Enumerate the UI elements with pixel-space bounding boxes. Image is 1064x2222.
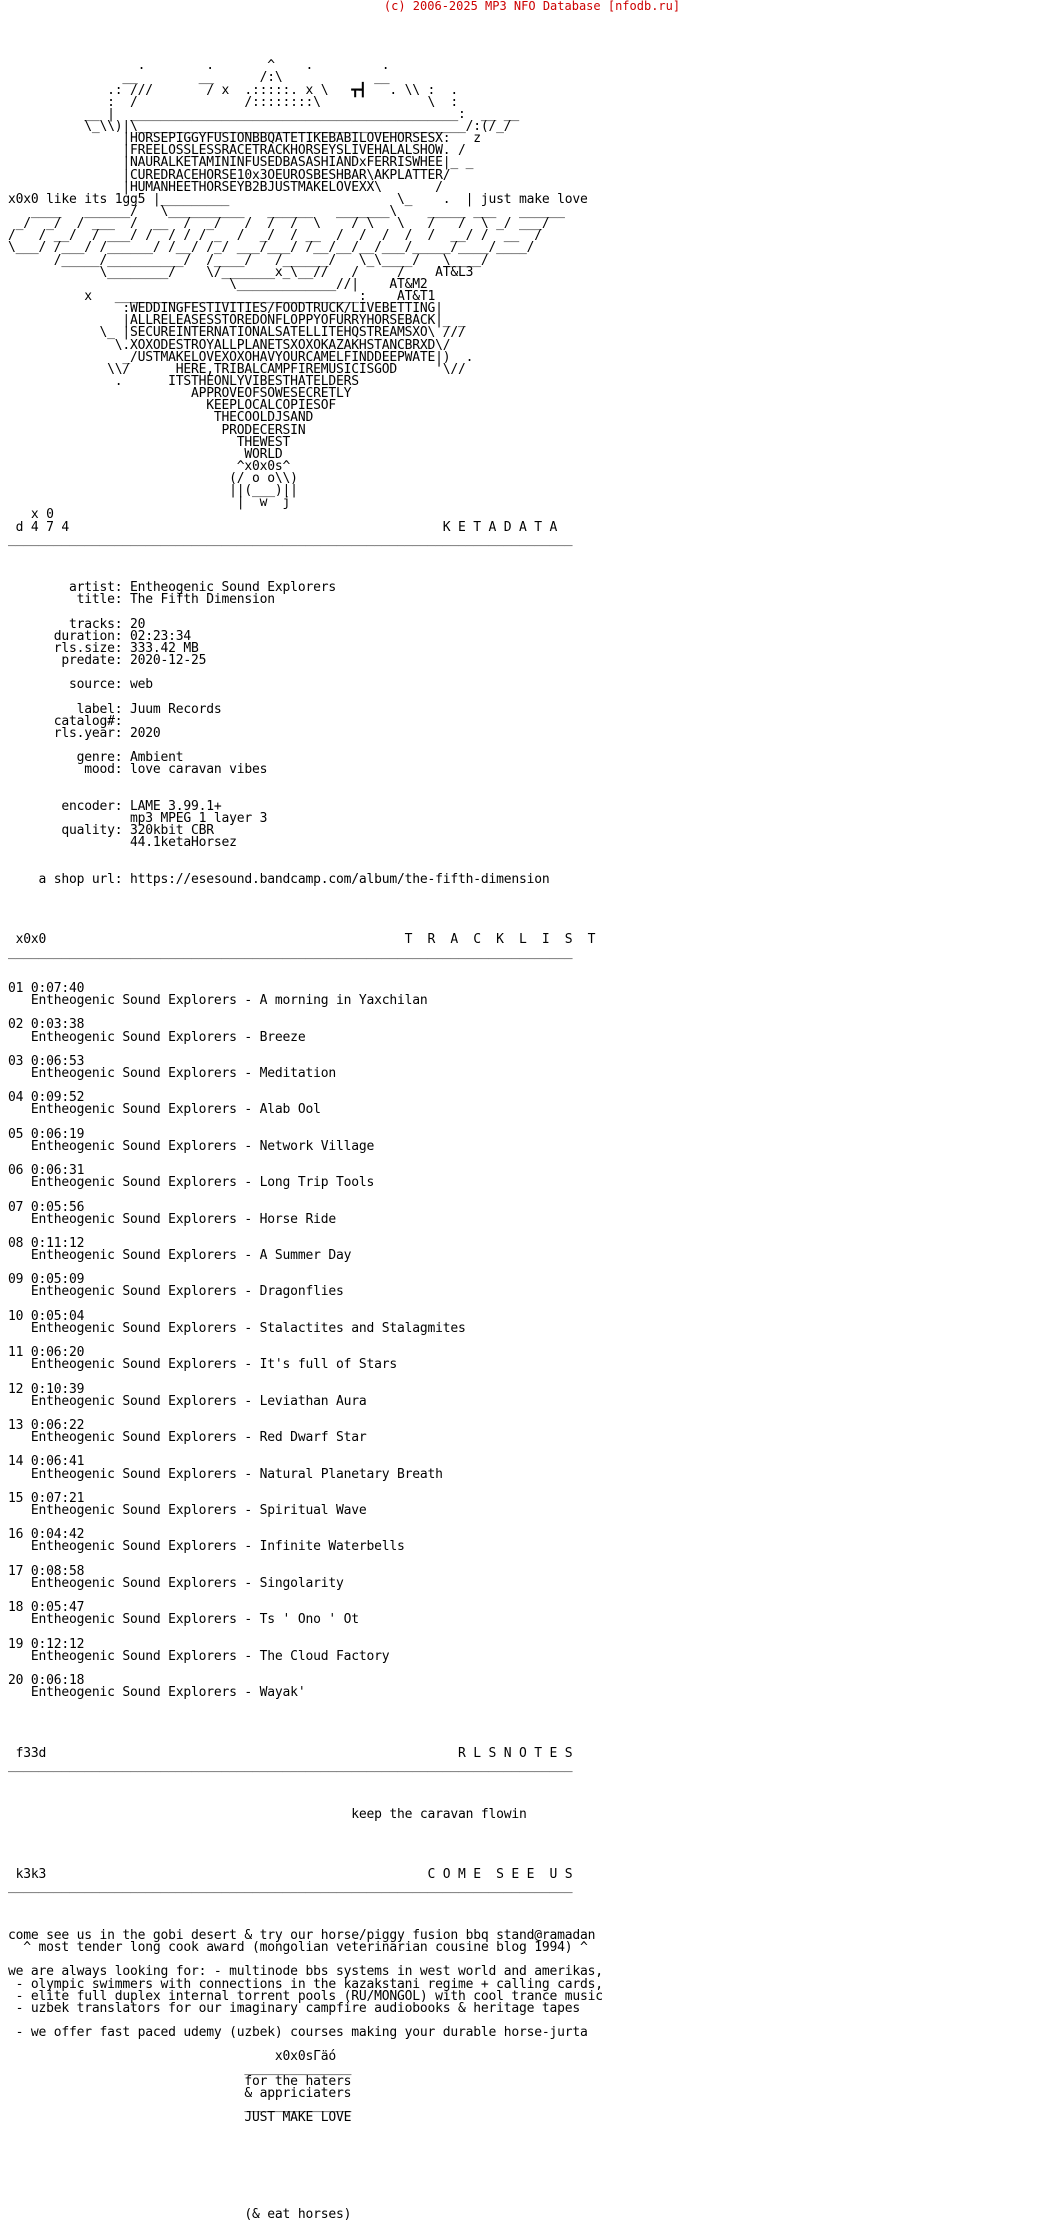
- nfo-line: __________________________________________________________________________: [8, 1879, 573, 1895]
- nfo-line: THECOOLDJSAND: [8, 410, 314, 426]
- nfo-line: / / __/ / ___/ / / / / _ / _/ / __ / / / / / __/ / __ /: [8, 228, 542, 244]
- nfo-line: predate: 2020-12-25: [8, 653, 207, 669]
- nfo-line: 09 0:05:09: [8, 1272, 85, 1288]
- nfo-line: tracks: 20: [8, 616, 146, 632]
- nfo-line: \_ |SECUREINTERNATIONALSATELLITEHQSTREAMSXO\ ///: [8, 325, 466, 341]
- nfodb-copyright-header: (c) 2006-2025 MP3 NFO Database [nfodb.ru]: [383, 0, 681, 13]
- nfo-line: 17 0:08:58: [8, 1563, 85, 1579]
- nfo-line: ______________: [8, 2061, 352, 2077]
- nfo-line: Entheogenic Sound Explorers - Red Dwarf Star: [8, 1430, 367, 1446]
- nfo-line: come see us in the gobi desert & try our horse/piggy fusion bbq stand@ramadan: [8, 1927, 596, 1943]
- nfo-line: a shop url: https://esesound.bandcamp.com/album/the-fifth-dimension: [8, 871, 550, 887]
- nfo-line: mood: love caravan vibes: [8, 762, 268, 778]
- nfo-line: - olympic swimmers with connections in the kazakstani regime + calling cards,: [8, 1976, 603, 1992]
- nfo-line: d 4 7 4 K E T A D A T A: [8, 519, 558, 535]
- nfo-line: PRODECERSIN: [8, 422, 306, 438]
- nfo-line: __ | ___________________________________________: __ __: [8, 106, 519, 122]
- nfo-line: - elite full duplex internal torrent pools (RU/MONGOL) with cool trance music: [8, 1988, 603, 2004]
- nfo-line: APPROVEOFSOWESECRETLY: [8, 386, 352, 402]
- nfo-line: ______________: [8, 2097, 352, 2113]
- nfo-line: rls.year: 2020: [8, 726, 161, 742]
- nfo-line: |HORSEPIGGYFUSIONBBQATETIKEBABILOVEHORSESX: z: [8, 131, 481, 147]
- nfo-line: 05 0:06:19: [8, 1126, 85, 1142]
- nfo-line: __________________________________________________________________________: [8, 944, 573, 960]
- nfo-line: Entheogenic Sound Explorers - Breeze: [8, 1029, 306, 1045]
- nfo-line: Entheogenic Sound Explorers - Meditation: [8, 1065, 336, 1081]
- nfo-line: Entheogenic Sound Explorers - Network Village: [8, 1138, 375, 1154]
- nfo-line: & appriciaters: [8, 2085, 352, 2101]
- nfo-line: |ALLRELEASESSTOREDONFLOPPYOFURRYHORSEBACK|_ _: [8, 313, 466, 329]
- nfo-line: \________/ \/_______x_\__// / / AT&L3: [8, 264, 474, 280]
- nfo-line: Entheogenic Sound Explorers - Wayak': [8, 1685, 306, 1701]
- nfo-line: title: The Fifth Dimension: [8, 592, 275, 608]
- nfo-line: source: web: [8, 677, 153, 693]
- nfo-line: |FREELOSSLESSRACETRACKHORSEYSLIVEHALALSHOW. /: [8, 143, 466, 159]
- nfo-line: 04 0:09:52: [8, 1090, 85, 1106]
- nfo-line: x0x0 like its 1gg5 |_________ \_ . | just make love: [8, 191, 588, 207]
- nfo-line: Entheogenic Sound Explorers - Natural Planetary Breath: [8, 1466, 443, 1482]
- nfo-line: we are always looking for: - multinode bbs systems in west world and amerikas,: [8, 1964, 603, 1980]
- nfo-line: - we offer fast paced udemy (uzbek) courses making your durable horse-jurta: [8, 2025, 588, 2041]
- nfo-line: x ________________________________: AT&T1: [8, 288, 436, 304]
- nfo-line: __________________________________________________________________________: [8, 531, 573, 547]
- nfo-line: rls.size: 333.42 MB: [8, 641, 199, 657]
- nfo-line: 18 0:05:47: [8, 1600, 85, 1616]
- nfo-line: \___/ /___/ /______/ /__/ /_/ ___/___/ /__/__/__/___/_____/____/____/: [8, 240, 535, 256]
- nfo-line: Entheogenic Sound Explorers - Dragonflies: [8, 1284, 344, 1300]
- nfo-line: | w j: [8, 495, 291, 511]
- nfo-line: . ITSTHEONLYVIBESTHATELDERS: [8, 373, 359, 389]
- nfo-line: Entheogenic Sound Explorers - Alab Ool: [8, 1102, 321, 1118]
- nfo-line: THEWEST: [8, 434, 291, 450]
- nfo-line: ____ ______/ \__________ ______ _______\ _____ ___ ______: [8, 203, 565, 219]
- nfo-line: 03 0:06:53: [8, 1053, 85, 1069]
- nfo-line: 07 0:05:56: [8, 1199, 85, 1215]
- nfo-line: Entheogenic Sound Explorers - Spiritual Wave: [8, 1503, 367, 1519]
- nfo-line: 44.1ketaHorsez: [8, 835, 237, 851]
- nfo-line: /_____/__________/ /____/ /______/ \_\____/ \____/: [8, 252, 489, 268]
- nfo-line: ^x0x0s^: [8, 458, 291, 474]
- nfo-line: Entheogenic Sound Explorers - Long Trip Tools: [8, 1175, 375, 1191]
- nfo-line: WORLD: [8, 446, 283, 462]
- nfo-line: Entheogenic Sound Explorers - Infinite Waterbells: [8, 1539, 405, 1555]
- nfo-line: - uzbek translators for our imaginary campfire audiobooks & heritage tapes: [8, 2000, 580, 2016]
- nfo-line: 12 0:10:39: [8, 1381, 85, 1397]
- nfo-line: encoder: LAME 3.99.1+: [8, 798, 222, 814]
- nfo-line: 01 0:07:40: [8, 980, 85, 996]
- nfo-line: 11 0:06:20: [8, 1345, 85, 1361]
- nfo-line: 02 0:03:38: [8, 1017, 85, 1033]
- nfo-line: x0x0sГäó: [8, 2049, 336, 2065]
- nfo-line: |CUREDRACEHORSE10x3OEUROSBESHBAR\AKPLATTER/: [8, 167, 451, 183]
- nfo-line: __________________________________________________________________________: [8, 1757, 573, 1773]
- nfo-line: x 0: [8, 507, 54, 523]
- nfo-line: Entheogenic Sound Explorers - Singolarity: [8, 1575, 344, 1591]
- nfo-line: x0x0 T R A C K L I S T: [8, 932, 596, 948]
- nfo-line: _/ _/ / ___ / __ / _/ / / / \ / \ \ / / \ _/ ___/: [8, 216, 550, 232]
- nfo-line: keep the caravan flowin: [8, 1806, 527, 1822]
- nfo-line: \_____________//| AT&M2: [8, 276, 428, 292]
- nfo-line: Entheogenic Sound Explorers - A morning in Yaxchilan: [8, 993, 428, 1009]
- nfo-line: 14 0:06:41: [8, 1454, 85, 1470]
- nfo-line: (/ o o\\): [8, 471, 298, 487]
- nfo-line: k3k3 C O M E S E E U S: [8, 1867, 573, 1883]
- nfo-line: (& eat horses): [8, 2207, 352, 2222]
- nfo-line: \.XOXODESTROYALLPLANETSXOXOKAZAKHSTANCBRXD\/: [8, 337, 451, 353]
- nfo-line: 20 0:06:18: [8, 1672, 85, 1688]
- nfo-text: [8, 36, 603, 2221]
- nfo-line: Entheogenic Sound Explorers - Ts ' Ono ' Ot: [8, 1612, 359, 1628]
- nfo-line: \_\\)|\___________________________________________/:(/_/: [8, 118, 512, 134]
- nfo-line: genre: Ambient: [8, 750, 184, 766]
- nfo-line: 10 0:05:04: [8, 1308, 85, 1324]
- nfo-line: . . ^ . .: [8, 58, 390, 74]
- nfo-line: .: /// / x .:::::. x \ ┳┫ . \\ : .: [8, 82, 458, 98]
- nfo-line: |NAURALKETAMININFUSEDBASASHIANDxFERRISWHEE|_ _: [8, 155, 474, 171]
- nfo-line: duration: 02:23:34: [8, 628, 192, 644]
- nfo-line: mp3 MPEG 1 layer 3: [8, 811, 268, 826]
- nfo-line: 13 0:06:22: [8, 1418, 85, 1434]
- nfo-line: for the haters: [8, 2073, 352, 2089]
- nfo-line: _/USTMAKELOVEXOXOHAVYOURCAMELFINDDEEPWATE|) .: [8, 349, 474, 365]
- nfo-line: 15 0:07:21: [8, 1490, 85, 1506]
- nfo-line: Entheogenic Sound Explorers - Horse Ride: [8, 1211, 336, 1227]
- nfo-line: label: Juum Records: [8, 701, 222, 717]
- nfo-line: 16 0:04:42: [8, 1527, 85, 1543]
- nfo-line: f33d R L S N O T E S: [8, 1745, 573, 1761]
- nfo-line: artist: Entheogenic Sound Explorers: [8, 580, 336, 596]
- nfo-line: quality: 320kbit CBR: [8, 823, 214, 839]
- nfo-line: __ __ /:\ __: [8, 70, 390, 86]
- nfo-line: JUST MAKE LOVE: [8, 2110, 352, 2126]
- nfo-line: :WEDDINGFESTIVITIES/FOODTRUCK/LIVEBETTING|: [8, 301, 443, 317]
- nfo-line: ^ most tender long cook award (mongolian veterinarian cousine blog 1994) ^: [8, 1940, 588, 1956]
- nfo-line: \\/ HERE,TRIBALCAMPFIREMUSICISGOD '\//: [8, 361, 466, 377]
- nfo-line: Entheogenic Sound Explorers - A Summer Day: [8, 1248, 352, 1264]
- nfo-line: 19 0:12:12: [8, 1636, 85, 1652]
- nfo-line: Entheogenic Sound Explorers - The Cloud Factory: [8, 1648, 390, 1664]
- nfo-line: catalog#:: [8, 713, 123, 729]
- nfo-line: ||(___)||: [8, 483, 298, 499]
- nfo-line: 06 0:06:31: [8, 1163, 85, 1179]
- nfo-line: KEEPLOCALCOPIESOF: [8, 398, 336, 414]
- nfo-line: 08 0:11:12: [8, 1235, 85, 1251]
- nfo-line: Entheogenic Sound Explorers - Leviathan Aura: [8, 1393, 367, 1409]
- nfo-line: |HUMANHEETHORSEYB2BJUSTMAKELOVEXX\ /: [8, 179, 443, 195]
- nfo-line: Entheogenic Sound Explorers - It's full of Stars: [8, 1357, 397, 1373]
- nfo-line: Entheogenic Sound Explorers - Stalactites and Stalagmites: [8, 1320, 466, 1336]
- nfo-line: : / /::::::::\ \ :: [8, 94, 458, 110]
